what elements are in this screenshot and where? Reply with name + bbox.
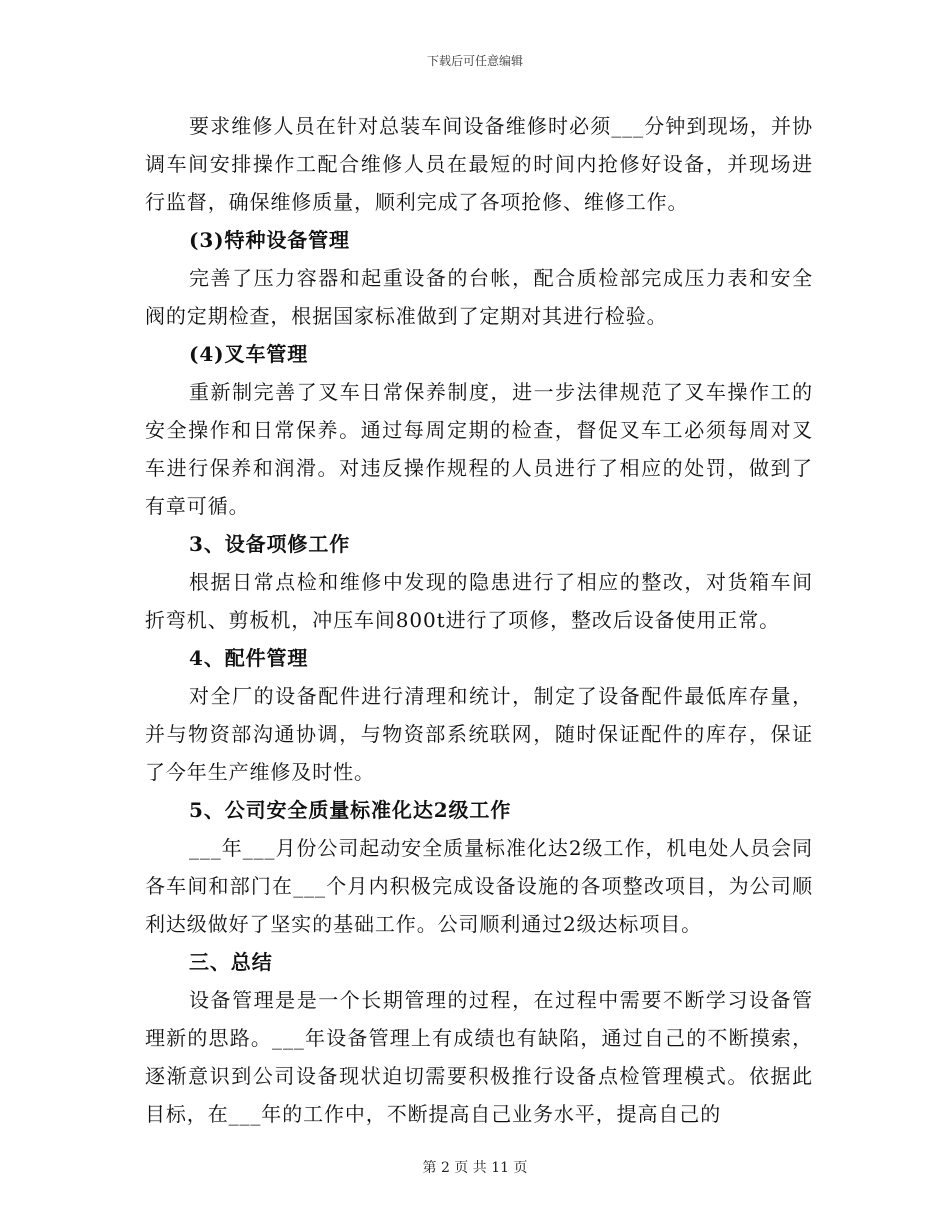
paragraph-summary: 设备管理是是一个长期管理的过程，在过程中需要不断学习设备管理新的思路。___年设备管理上有成绩也有缺陷，通过自己的不断摸索，逐渐意识到公司设备现状迫切需要积极推行设备点检管理模式。依据此目标，在___年的工作中，不断提高自己业务水平，提高自己的 — [145, 988, 813, 1126]
page-footer: 第 2 页 共 11 页 — [422, 1160, 528, 1176]
heading-safety-standardization: 5、公司安全质量标准化达2级工作 — [189, 798, 512, 822]
paragraph-forklift: 重新制完善了叉车日常保养制度，进一步法律规范了叉车操作工的安全操作和日常保养。通过每周定期的检查，督促叉车工必须每周对叉车进行保养和润滑。对违反操作规程的人员进行了相应的处罚，做到了有章可循。 — [145, 380, 813, 518]
paragraph-special-equipment: 完善了压力容器和起重设备的台帐，配合质检部完成压力表和安全阀的定期检查，根据国家标准做到了定期对其进行检验。 — [145, 266, 813, 328]
paragraph-repair-requirements: 要求维修人员在针对总装车间设备维修时必须___分钟到现场，并协调车间安排操作工配合维修人员在最短的时间内抢修好设备，并现场进行监督，确保维修质量，顺利完成了各项抢修、维修工作。 — [145, 114, 813, 214]
heading-forklift: (4)叉车管理 — [189, 342, 309, 366]
heading-equipment-overhaul: 3、设备项修工作 — [189, 532, 351, 556]
document-body — [145, 107, 813, 1133]
heading-summary: 三、总结 — [189, 950, 273, 974]
paragraph-equipment-overhaul: 根据日常点检和维修中发现的隐患进行了相应的整改，对货箱车间折弯机、剪板机，冲压车间800t进行了项修，整改后设备使用正常。 — [145, 570, 813, 632]
page-header: 下载后可任意编辑 — [426, 54, 523, 68]
heading-special-equipment: (3)特种设备管理 — [189, 228, 350, 252]
paragraph-spare-parts: 对全厂的设备配件进行清理和统计，制定了设备配件最低库存量，并与物资部沟通协调，与物资部系统联网，随时保证配件的库存，保证了今年生产维修及时性。 — [145, 684, 813, 784]
paragraph-safety-standardization: ___年___月份公司起动安全质量标准化达2级工作，机电处人员会同各车间和部门在___个月内积极完成设备设施的各项整改项目，为公司顺利达级做好了坚实的基础工作。公司顺利通过2级达标项目。 — [145, 836, 813, 936]
heading-spare-parts: 4、配件管理 — [189, 646, 309, 670]
